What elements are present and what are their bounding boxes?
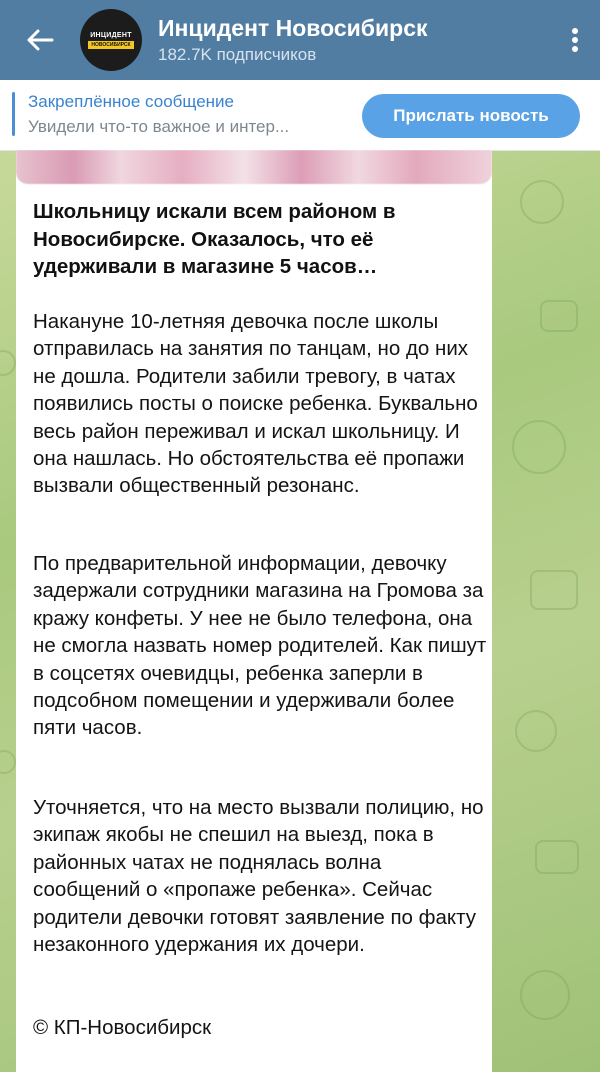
wallpaper-doodle (530, 570, 578, 610)
pinned-preview[interactable]: Увидели что-то важное и интер... (28, 117, 290, 136)
avatar-logo-subtext: НОВОСИБИРСК (88, 41, 133, 49)
wallpaper-doodle (0, 750, 16, 774)
subscriber-count: 182.7K подписчиков (158, 45, 317, 64)
chat-header (0, 0, 600, 80)
message-headline: Школьницу искали всем районом в Новосибирске. Оказалось, что её удерживали в магазине 5 часов… (33, 200, 396, 278)
channel-title: Инцидент Новосибирск (158, 15, 428, 41)
wallpaper-doodle (0, 350, 16, 376)
message-bubble[interactable] (16, 150, 492, 1072)
back-button[interactable] (0, 0, 80, 80)
wallpaper-doodle (515, 710, 557, 752)
avatar-logo-text: ИНЦИДЕНТ (90, 31, 132, 39)
pinned-title[interactable]: Закреплённое сообщение (28, 92, 234, 111)
back-arrow-icon (26, 28, 54, 52)
wallpaper-doodle (520, 970, 570, 1020)
pinned-indicator (12, 92, 15, 136)
channel-avatar[interactable] (80, 9, 142, 71)
blurred-photo[interactable] (16, 150, 492, 184)
more-menu-button[interactable] (550, 0, 600, 80)
message-paragraph: Накануне 10-летняя девочка после школы отправилась на занятия по танцам, но до них не дошла. Родители забили тревогу, в чатах появились посты о поиске ребенка. Буквально весь район переживал и искал школьницу. И она нашлась. Но обстоятельства её пропажи вызвали общественный резонанс. (33, 310, 478, 498)
wallpaper-doodle (540, 300, 578, 332)
more-vertical-icon (571, 27, 579, 53)
message-paragraph: Уточняется, что на место вызвали полицию, но экипаж якобы не спешил на выезд, пока в районных чатах не поднялась волна сообщений о «пропаже ребенка». Сейчас родители девочки готовят заявление по факту незаконного удержания их дочери. (33, 796, 484, 957)
message-source: © КП-Новосибирск (33, 1016, 212, 1039)
wallpaper-doodle (535, 840, 579, 874)
wallpaper-doodle (512, 420, 566, 474)
wallpaper-doodle (520, 180, 564, 224)
message-paragraph: По предварительной информации, девочку задержали сотрудники магазина на Громова за кражу конфеты. У нее не было телефона, она не смогла назвать номер родителей. Как пишут в соцсетях очевидцы, ребенка заперли в подсобном помещении и удерживали более пяти часов. (33, 552, 487, 740)
channel-info[interactable] (158, 14, 550, 66)
send-news-button[interactable]: Прислать новость (362, 94, 580, 138)
